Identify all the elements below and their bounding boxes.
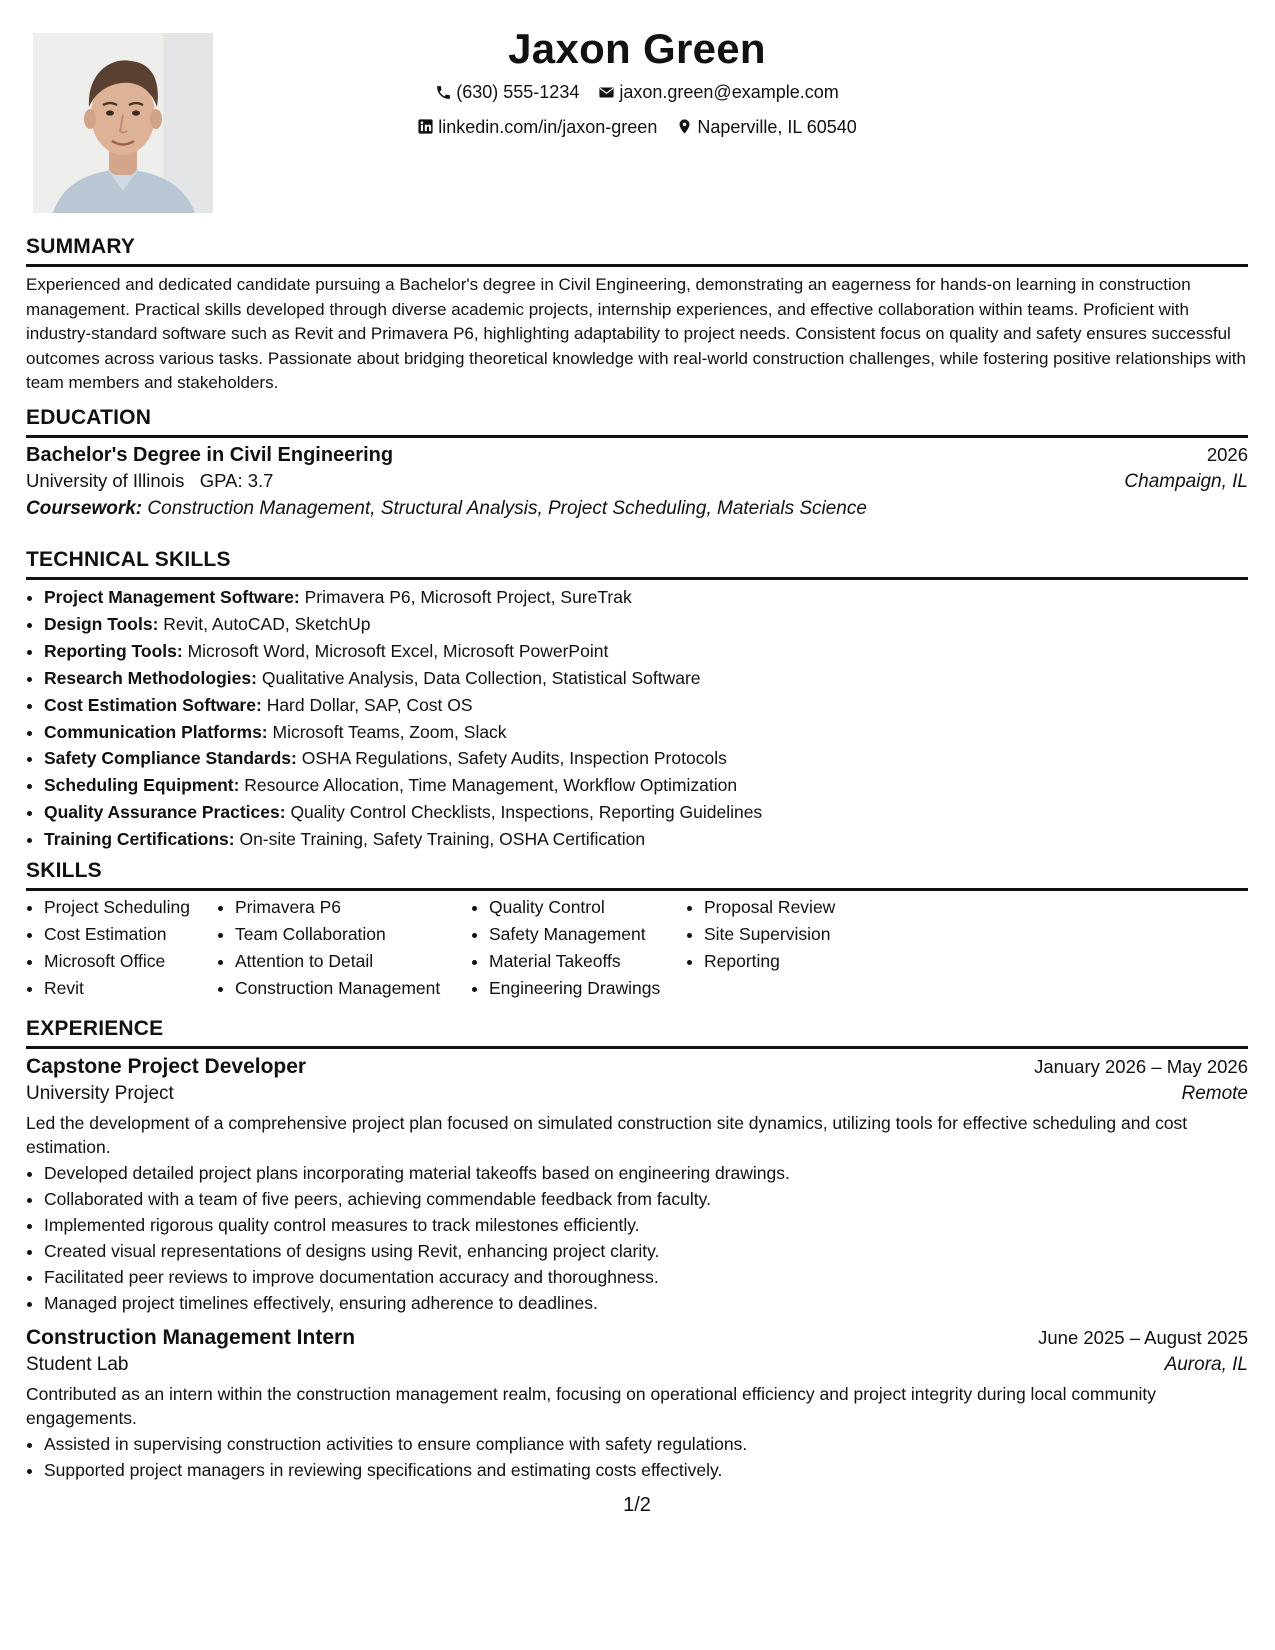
job-dates: January 2026 – May 2026 xyxy=(1034,1056,1248,1077)
skill-values: On-site Training, Safety Training, OSHA Certification xyxy=(239,829,646,850)
candidate-name: Jaxon Green xyxy=(508,25,766,72)
skill-category: Scheduling Equipment: xyxy=(44,775,240,796)
skill-values: Revit, AutoCAD, SketchUp xyxy=(163,613,371,634)
list-item: • Managed project timelines effectively, ensuring adherence to deadlines. xyxy=(44,1290,1248,1316)
list-item: • Revit xyxy=(44,975,217,1002)
skills-column-1 xyxy=(26,894,217,1002)
coursework-list: Construction Management, Structural Analysis, Project Scheduling, Materials Science xyxy=(147,498,867,519)
map-pin-icon xyxy=(676,118,693,135)
list-item: • Attention to Detail xyxy=(235,948,471,975)
list-item: • Primavera P6 xyxy=(235,894,471,921)
technical-skills-section xyxy=(26,547,1248,853)
list-item xyxy=(44,665,1248,692)
job-organization: Student Lab xyxy=(26,1354,129,1375)
resume-page xyxy=(26,0,1248,1650)
phone-icon xyxy=(435,84,452,101)
technical-skills-list xyxy=(26,584,1248,853)
list-item: • Material Takeoffs xyxy=(489,948,686,975)
skill-category: Communication Platforms: xyxy=(44,721,268,742)
education-section xyxy=(26,405,1248,520)
list-item: • Project Scheduling xyxy=(44,894,217,921)
section-title-summary: SUMMARY xyxy=(26,235,136,258)
list-item: • Collaborated with a team of five peers, achieving commendable feedback from faculty. xyxy=(44,1186,1248,1212)
job-location: Remote xyxy=(1181,1083,1248,1104)
list-item: • Microsoft Office xyxy=(44,948,217,975)
list-item: • Reporting xyxy=(704,948,904,975)
section-divider xyxy=(26,264,1248,267)
skill-category: Reporting Tools: xyxy=(44,640,183,661)
page-number: 1/2 xyxy=(623,1494,651,1516)
section-divider xyxy=(26,1046,1248,1049)
job-bullets xyxy=(26,1431,1248,1483)
skill-category: Quality Assurance Practices: xyxy=(44,802,286,823)
list-item: • Site Supervision xyxy=(704,921,904,948)
section-title-technical-skills: TECHNICAL SKILLS xyxy=(26,548,231,571)
list-item: • Quality Control xyxy=(489,894,686,921)
list-item: • Engineering Drawings xyxy=(489,975,686,1002)
skill-values: Resource Allocation, Time Management, Workflow Optimization xyxy=(244,775,738,796)
list-item: • Assisted in supervising construction activities to ensure compliance with safety regulations. xyxy=(44,1431,1248,1457)
envelope-icon xyxy=(598,84,615,101)
list-item: • Construction Management xyxy=(235,975,471,1002)
job-header-row xyxy=(26,1055,1248,1079)
list-item: • Team Collaboration xyxy=(235,921,471,948)
job-title: Construction Management Intern xyxy=(26,1326,356,1349)
list-item xyxy=(44,584,1248,611)
list-item: • Cost Estimation xyxy=(44,921,217,948)
job-title: Capstone Project Developer xyxy=(26,1055,307,1078)
contact-phone xyxy=(435,76,579,108)
contact-linkedin[interactable] xyxy=(417,111,657,143)
skill-values: Hard Dollar, SAP, Cost OS xyxy=(266,694,473,715)
list-item xyxy=(44,638,1248,665)
skill-values: Quality Control Checklists, Inspections, Reporting Guidelines xyxy=(290,802,763,823)
skill-category: Design Tools: xyxy=(44,613,159,634)
education-row-2 xyxy=(26,470,1248,493)
skill-category: Cost Estimation Software: xyxy=(44,694,262,715)
graduation-year: 2026 xyxy=(1206,444,1248,465)
skills-column-2 xyxy=(217,894,471,1002)
job-org-row xyxy=(26,1083,1248,1105)
summary-section xyxy=(26,234,1248,396)
job-dates: June 2025 – August 2025 xyxy=(1038,1327,1248,1348)
coursework xyxy=(26,498,1248,520)
skills-columns xyxy=(26,894,1248,1002)
gpa: GPA: 3.7 xyxy=(199,470,274,491)
contact-line-2 xyxy=(26,111,1248,146)
experience-entry xyxy=(26,1055,1248,1316)
list-item xyxy=(44,772,1248,799)
phone-text: (630) 555-1234 xyxy=(456,82,580,102)
job-description: Led the development of a comprehensive project plan focused on simulated construction site dynamics, utilizing tools for effective scheduling and cost estimation. xyxy=(26,1113,1188,1157)
list-item: • Facilitated peer reviews to improve documentation accuracy and thoroughness. xyxy=(44,1264,1248,1290)
resume-header xyxy=(26,22,1248,145)
job-org-row xyxy=(26,1354,1248,1376)
linkedin-text[interactable]: linkedin.com/in/jaxon-green xyxy=(438,116,658,137)
list-item xyxy=(44,745,1248,772)
skill-values: Microsoft Word, Microsoft Excel, Microsoft PowerPoint xyxy=(187,640,609,661)
list-item: • Supported project managers in reviewing specifications and estimating costs effectively. xyxy=(44,1457,1248,1483)
skills-column-4 xyxy=(686,894,904,1002)
location-text: Naperville, IL 60540 xyxy=(697,116,857,137)
list-item: • Proposal Review xyxy=(704,894,904,921)
list-item xyxy=(44,826,1248,853)
skills-section xyxy=(26,858,1248,1002)
summary-text: Experienced and dedicated candidate pursuing a Bachelor's degree in Civil Engineering, demonstrating an eagerness for hands-on learning in construction management. Practical skills developed through diverse academic projects, internship experiences, and effective collaboration within teams. Proficient with industry-standard software such as Revit and Primavera P6, highlighting adaptability to project needs. Consistent focus on quality and safety ensures successful outcomes across various tasks. Passionate about bridging theoretical knowledge with real-world construction challenges, while fostering positive relationships with team members and stakeholders. xyxy=(26,275,1246,393)
list-item: • Safety Management xyxy=(489,921,686,948)
list-item xyxy=(44,692,1248,719)
section-divider xyxy=(26,435,1248,438)
job-description: Contributed as an intern within the construction management realm, focusing on operational efficiency and project integrity during local community engagements. xyxy=(26,1384,1157,1428)
skills-column-3 xyxy=(471,894,686,1002)
contact-line-1 xyxy=(26,76,1248,111)
linkedin-icon xyxy=(417,118,434,135)
list-item: • Developed detailed project plans incorporating material takeoffs based on engineering drawings. xyxy=(44,1160,1248,1186)
coursework-label: Coursework: xyxy=(26,498,143,519)
contact-location xyxy=(676,111,856,143)
contact-email[interactable] xyxy=(598,76,838,108)
list-item xyxy=(44,611,1248,638)
list-item: • Implemented rigorous quality control measures to track milestones efficiently. xyxy=(44,1212,1248,1238)
list-item xyxy=(44,719,1248,746)
skill-values: OSHA Regulations, Safety Audits, Inspection Protocols xyxy=(301,748,727,769)
section-divider xyxy=(26,888,1248,891)
skill-values: Qualitative Analysis, Data Collection, Statistical Software xyxy=(261,667,701,688)
section-divider xyxy=(26,577,1248,580)
skill-values: Microsoft Teams, Zoom, Slack xyxy=(272,721,507,742)
school-location: Champaign, IL xyxy=(1124,471,1248,492)
list-item: • Created visual representations of designs using Revit, enhancing project clarity. xyxy=(44,1238,1248,1264)
job-header-row xyxy=(26,1326,1248,1350)
job-organization: University Project xyxy=(26,1083,174,1104)
skill-category: Project Management Software: xyxy=(44,587,300,607)
section-title-skills: SKILLS xyxy=(26,859,102,882)
job-location: Aurora, IL xyxy=(1164,1354,1248,1375)
skill-values: Primavera P6, Microsoft Project, SureTrak xyxy=(304,587,632,607)
degree-title: Bachelor's Degree in Civil Engineering xyxy=(26,444,394,466)
skill-category: Safety Compliance Standards: xyxy=(44,748,297,769)
experience-section xyxy=(26,1016,1248,1483)
section-title-experience: EXPERIENCE xyxy=(26,1017,164,1040)
education-row-1 xyxy=(26,444,1248,467)
job-bullets xyxy=(26,1160,1248,1316)
skill-category: Research Methodologies: xyxy=(44,667,257,688)
school-info xyxy=(26,470,273,492)
experience-entry xyxy=(26,1326,1248,1483)
section-title-education: EDUCATION xyxy=(26,406,152,429)
list-item xyxy=(44,799,1248,826)
email-text[interactable]: jaxon.green@example.com xyxy=(619,82,839,102)
school-name: University of Illinois xyxy=(26,470,185,491)
skill-category: Training Certifications: xyxy=(44,829,235,850)
